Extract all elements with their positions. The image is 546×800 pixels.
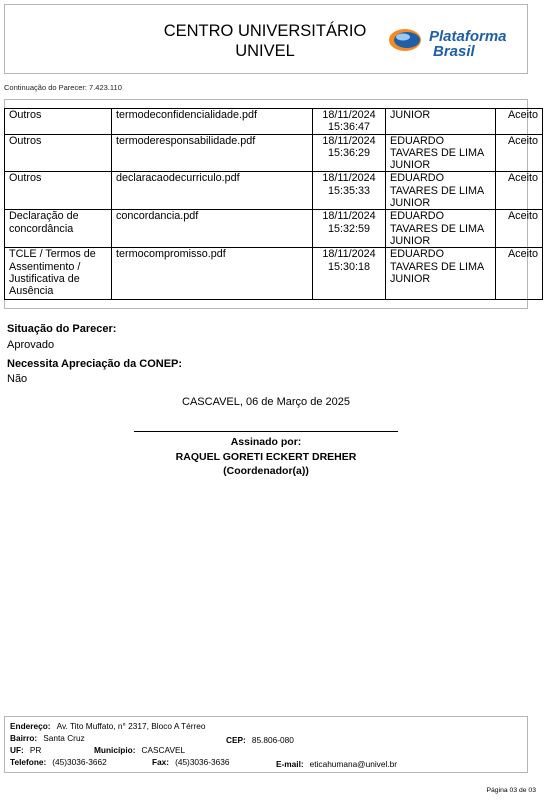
doc-posted: 18/11/2024 15:35:33	[313, 172, 386, 210]
signature-line	[134, 431, 398, 432]
footer-city: Município: CASCAVEL	[94, 745, 186, 755]
footer-address: Endereço: Av. Tito Muffato, n° 2317, Bloco A Térreo	[10, 721, 206, 731]
footer-fax: Fax: (45)3036-3636	[152, 757, 230, 767]
table-row	[5, 248, 543, 300]
address-footer	[4, 716, 528, 773]
doc-posted: 18/11/2024 15:36:47	[313, 109, 386, 135]
doc-type: Outros	[5, 172, 112, 210]
doc-author: JUNIOR	[386, 109, 496, 135]
doc-file: termocompromisso.pdf	[112, 248, 313, 300]
svg-text:Brasil: Brasil	[433, 43, 475, 60]
page-number: Página 03 de 03	[486, 787, 536, 794]
doc-posted: 18/11/2024 15:36:29	[313, 134, 386, 172]
doc-posted: 18/11/2024 15:32:59	[313, 210, 386, 248]
place-date: CASCAVEL, 06 de Março de 2025	[182, 396, 350, 408]
signer-role: (Coordenador(a))	[223, 465, 309, 477]
continuation-note: Continuação do Parecer: 7.423.110	[4, 83, 122, 92]
doc-type: Outros	[5, 109, 112, 135]
doc-type: Declaração de concordância	[5, 210, 112, 248]
svg-text:Plataforma: Plataforma	[429, 28, 507, 45]
doc-type: TCLE / Termos de Assentimento / Justificativa de Ausência	[5, 248, 112, 300]
doc-author: EDUARDO TAVARES DE LIMA JUNIOR	[386, 172, 496, 210]
situation-value: Aprovado	[7, 339, 55, 351]
table-row	[5, 134, 543, 172]
footer-cep: CEP: 85.806-080	[226, 735, 294, 745]
doc-type: Outros	[5, 134, 112, 172]
footer-uf: UF: PR	[10, 745, 42, 755]
footer-district: Bairro: Santa Cruz	[10, 733, 85, 743]
doc-status: Aceito	[496, 210, 543, 248]
table-row	[5, 172, 543, 210]
doc-author: EDUARDO TAVARES DE LIMA JUNIOR	[386, 134, 496, 172]
footer-phone: Telefone: (45)3036-3662	[10, 757, 107, 767]
doc-status: Aceito	[496, 134, 543, 172]
doc-author: EDUARDO TAVARES DE LIMA JUNIOR	[386, 210, 496, 248]
institution-name: CENTRO UNIVERSITÁRIO UNIVEL	[163, 22, 367, 60]
doc-status: Aceito	[496, 109, 543, 135]
doc-file: declaracaodecurriculo.pdf	[112, 172, 313, 210]
plataforma-brasil-logo	[385, 19, 531, 61]
signer-name: RAQUEL GORETI ECKERT DREHER	[175, 451, 357, 463]
situation-label: Situação do Parecer:	[7, 323, 117, 335]
doc-posted: 18/11/2024 15:30:18	[313, 248, 386, 300]
doc-file: termodeconfidencialidade.pdf	[112, 109, 313, 135]
conep-value: Não	[7, 373, 28, 385]
table-row	[5, 109, 543, 135]
table-row	[5, 210, 543, 248]
documents-table	[4, 108, 543, 300]
doc-status: Aceito	[496, 172, 543, 210]
conep-label: Necessita Apreciação da CONEP:	[7, 358, 183, 370]
doc-author: EDUARDO TAVARES DE LIMA JUNIOR	[386, 248, 496, 300]
footer-email: E-mail: eticahumana@univel.br	[276, 759, 397, 769]
doc-file: termoderesponsabilidade.pdf	[112, 134, 313, 172]
signed-by-label: Assinado por:	[230, 436, 302, 448]
document-header	[4, 4, 528, 74]
doc-file: concordancia.pdf	[112, 210, 313, 248]
doc-status: Aceito	[496, 248, 543, 300]
